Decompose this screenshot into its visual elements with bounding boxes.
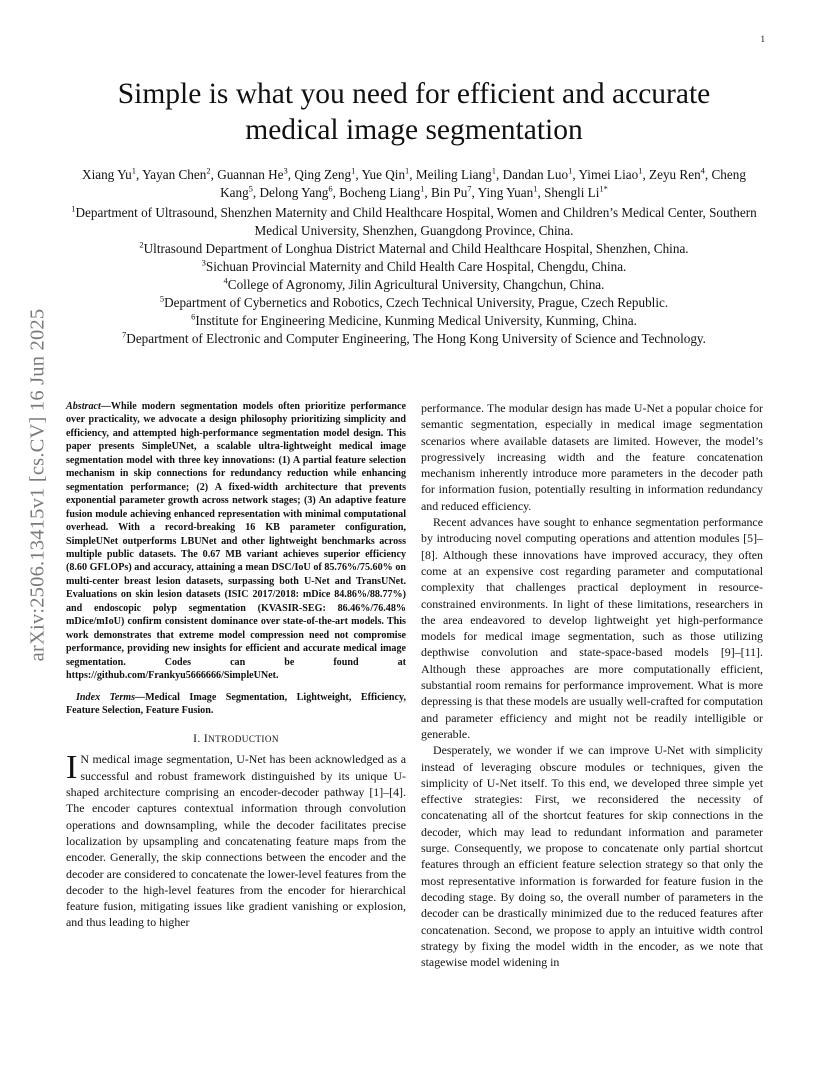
affiliation-item [60,240,768,258]
left-column [66,400,406,931]
abstract-text: —While modern segmentation models often prioritize performance over practicality, we advocate a design philosophy prioritizing simplicity and efficiency, and attempted high-performance segmentation model design. This paper presents SimpleUNet, a scalable ultra-lightweight medical image segmentation model with three key innovations: (1) A partial feature selection mechanism in skip connections for redundancy reduction while enhancing segmentation performance; (2) A fixed-width architecture that prevents exponential parameter growth across network stages; (3) An adaptive feature fusion module achieving enhanced representation with minimal computational overhead. With a record-breaking 16 KB parameter configuration, SimpleUNet outperforms LBUNet and other lightweight benchmarks across multiple public datasets. The 0.67 MB variant achieves superior efficiency (8.60 GFLOPs) and accuracy, attaining a mean DSC/IoU of 85.76%/75.60% on multi-center breast lesion datasets, surpassing both U-Net and TransUNet. Evaluations on skin lesion datasets (ISIC 2017/2018: mDice 84.86%/88.77%) and endoscopic polyp segmentation (KVASIR-SEG: 86.46%/76.48% mDice/mIoU) confirm consistent dominance over state-of-the-art models. This work demonstrates that extreme model compression need not compromise performance, providing new insights for efficient and accurate medical image segmentation. Codes can be found at https://github.com/Frankyu5666666/SimpleUNet. [66,401,406,682]
author-name: Guannan He [217,167,284,182]
author-name: Dandan Luo [502,167,569,182]
author-affiliation-mark: 1 [491,165,496,176]
author-name: Cheng Kang [220,167,746,200]
author-list: Xiang Yu$^1$, Yayan Chen$^2$, Guannan He$^3$, Qing Zeng$^1$, Yue Qin$^1$, Meiling Liang$^1$, Dandan Luo$^1$, Yimei Liao$^1$, Zeyu Ren$^4$, Cheng Kang$^5$, Delong Yang$^6$, Bocheng Liang$^1$, Bin Pu$^7$, Ying Yuan$^1$, Shengli $Li^{1*}$ [82,165,746,200]
author-affiliation-mark: 4 [700,165,705,176]
affiliation-number: 2 [139,239,144,250]
affiliation-item [60,294,768,312]
intro-paragraph-1-text: N medical image segmentation, U-Net has been acknowledged as a successful and robust framework distinguished by its unique U-shaped architecture comprising an encoder-decoder pathway [1]–[4]. The encoder captures contextual information through convolution operations and downsampling, while the decoder facilitates precise localization by upsampling and concatenating feature maps from the encoder. Generally, the skip connections between the encoder and the decoder are considered to concatenate the lower-level features from the decoder to the high-level features from the encoder for hierarchical feature fusion, mitigating issues like gradient vanishing or explosion, and thus leading to higher [66,752,406,930]
affiliation-text: Institute for Engineering Medicine, Kunming Medical University, Kunming, China. [195,313,637,328]
author-affiliation-mark: 2 [206,165,211,176]
affiliation-text: College of Agronomy, Jilin Agricultural University, Changchun, China. [227,277,605,292]
affiliation-text: Department of Electronic and Computer Engineering, The Hong Kong University of Science and Technology. [126,331,706,346]
author-affiliation-mark: 1 [420,183,425,194]
right-paragraph-1: performance. The modular design has made U-Net a popular choice for semantic segmentation, especially in medical image segmentation scenarios where available datasets are limited. However, the model’s progressively increasing width and the feature concatenation mechanism inherently introduce more parameters in the decoder path for information fusion, potentially resulting in information redundancy and reduced efficiency. [421,401,763,513]
affiliation-item [60,312,768,330]
author-affiliation-mark: 1 [533,183,538,194]
intro-dropcap: I [66,749,78,787]
index-terms [66,691,406,718]
affiliation-number: 3 [201,257,206,268]
affiliation-text: Department of Cybernetics and Robotics, Czech Technical University, Prague, Czech Republic. [164,295,669,310]
author-name: Bin Pu [431,185,468,200]
author-affiliation-mark: 1 [405,165,410,176]
affiliation-item [60,330,768,348]
affiliation-text: Ultrasound Department of Longhua District Maternal and Child Healthcare Hospital, Shenzhen, China. [143,241,689,256]
affiliation-number: 7 [122,329,127,340]
affiliation-number: 1 [71,203,76,214]
affiliation-list [60,204,768,348]
author-name: Yimei Liao [578,167,639,182]
abstract-label: Abstract [66,401,101,412]
author-name: Bocheng Liang [339,185,421,200]
affiliation-item [60,276,768,294]
section-heading-introduction [66,733,406,745]
author-affiliation-mark: 7 [467,183,472,194]
affiliation-item [60,258,768,276]
author-name: Xiang Yu [82,167,132,182]
intro-paragraph-1 [66,751,406,930]
title-line-2: medical image segmentation [245,114,583,146]
author-affiliation-mark: 1 [131,165,136,176]
author-name: Meiling Liang [415,167,492,182]
author-affiliation-mark: 3 [283,165,288,176]
author-name: Zeyu Ren [649,167,701,182]
affiliation-number: 4 [223,275,228,286]
author-name: Yayan Chen [142,167,207,182]
section-title-rest: NTRODUCTION [208,734,279,745]
affiliation-text: Department of Ultrasound, Shenzhen Maternity and Child Healthcare Hospital, Women and Children’s Medical Center, Southern Medical University, Shenzhen, Guangdong Province, China. [75,205,757,238]
right-column [421,400,763,970]
author-affiliation-mark: 1 [568,165,573,176]
author-affiliation-mark: 5 [248,183,253,194]
abstract [66,400,406,683]
right-paragraph-2: Recent advances have sought to enhance segmentation performance by introducing novel computing operations and attention modules [5]–[8]. Although these innovations have improved accuracy, they often come at an expensive cost regarding parameter and computational complexity that challenges practical deployment in resource-constrained environments. In light of these limitations, researchers in the area endeavored to develop lightweight yet high-performance models for medical image segmentation, such as those utilizing depthwise convolution and state-space-based models [9]–[11]. Although these approaches are more computationally efficient, substantial room remains for performance improvement. What is more depressing is that these models are usually well-crafted for computation and parameter efficiency and might not be readily intelligible or generable. [421,515,763,741]
section-numeral: I. [193,733,201,746]
author-affiliation-mark: 6 [328,183,333,194]
author-name: Ying Yuan [477,185,534,200]
affiliation-number: 5 [159,293,165,304]
author-affiliation-mark: 1 [638,165,643,176]
title-line-1: Simple is what you need for efficient and accurate [117,78,711,110]
affiliation-number: 6 [191,311,196,322]
section-title-initial: I [203,733,209,746]
author-name: Qing Zeng [294,167,352,182]
index-terms-text: —Medical Image Segmentation, Lightweight, Efficiency, Feature Selection, Feature Fusion. [66,691,406,716]
affiliation-item [60,204,768,240]
index-terms-label: Index Terms [76,691,136,703]
author-affiliation-mark: 1* [599,183,608,194]
right-paragraph-3: Desperately, we wonder if we can improve U-Net with simplicity instead of leveraging obscure modules or techniques, given the simplicity of U-Net itself. To this end, we developed three simple yet effective strategies: First, we reconsidered the necessity of concatenating all of the shortcut features for skip connections in the decoder, which may lead to redundant information and parameter surge. Consequently, we propose to concatenate only partial shortcut features through an efficient feature selection strategy so that only the most representative information is forwarded for feature fusion in the decoding stage. By doing so, the overall number of parameters in the decoder can be drastically minimized due to the reduced features after concatenation. Second, we propose to apply an intuitive width control strategy by fixing the model width in the encoder, as we note that stagewise model widening in [421,743,763,970]
author-name: Shengli Li [544,185,600,200]
paper-title [60,76,768,148]
author-name: Yue Qin [361,167,406,182]
author-name: Delong Yang [259,185,329,200]
author-affiliation-mark: 1 [351,165,356,176]
page-number: 1 [760,34,765,44]
affiliation-text: Sichuan Provincial Maternity and Child Health Care Hospital, Chengdu, China. [205,259,627,274]
arxiv-identifier-stamp: arXiv:2506.13415v1 [cs.CV] 16 Jun 2025 [26,308,49,662]
